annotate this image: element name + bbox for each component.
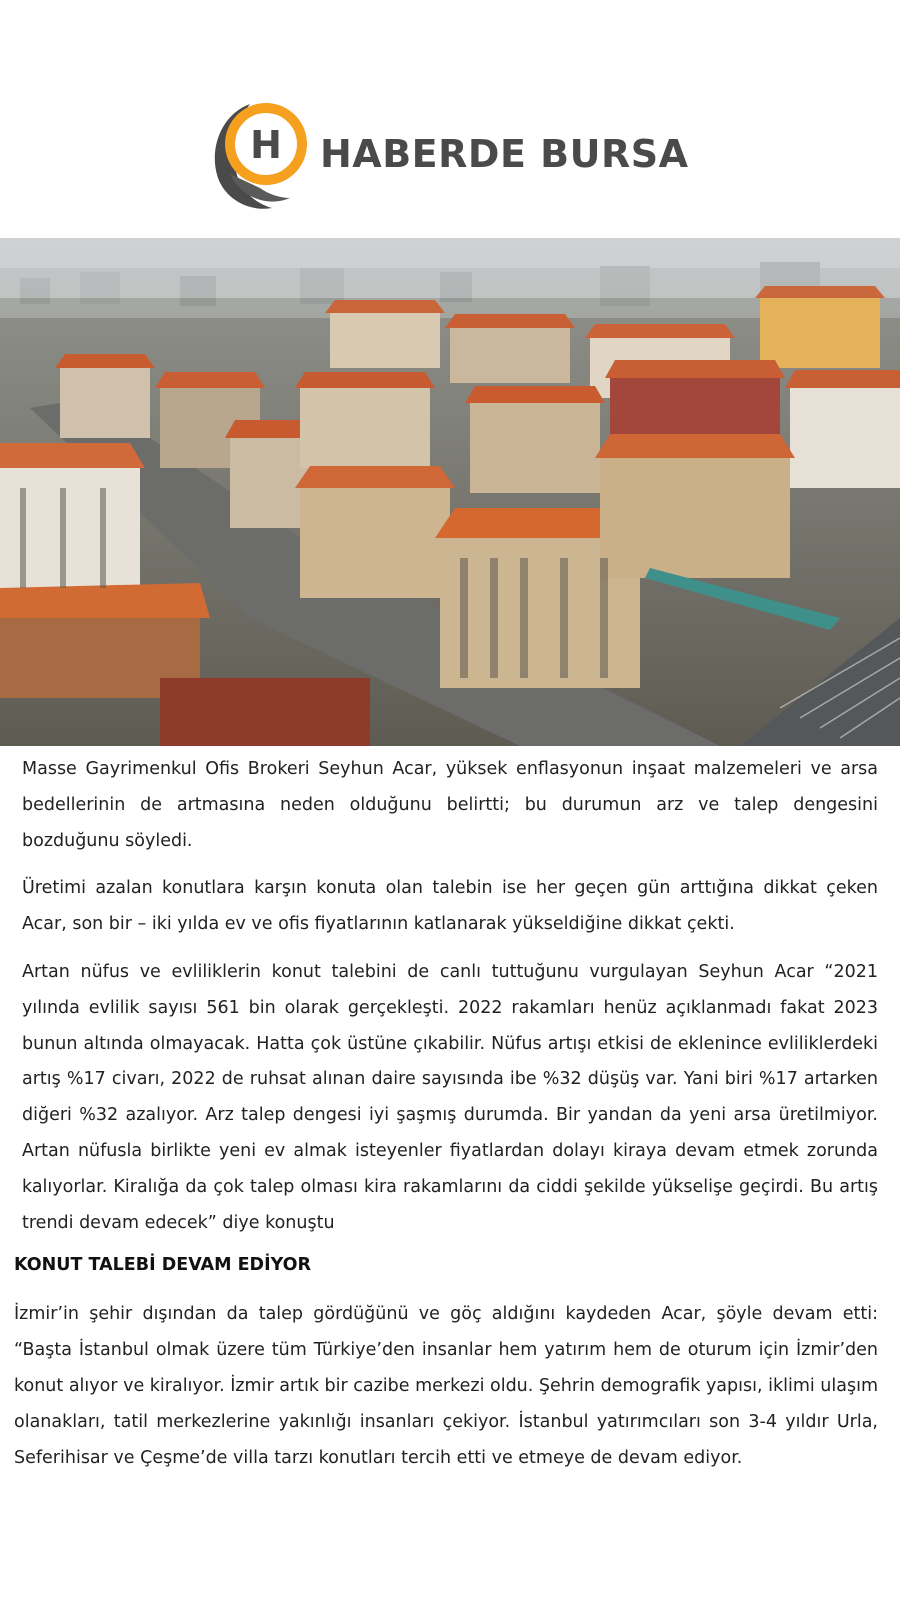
article-body (0, 752, 900, 1476)
site-logo[interactable] (210, 96, 690, 216)
section-heading: KONUT TALEBİ DEVAM EDİYOR (14, 1255, 311, 1276)
logo-mark-icon (210, 96, 320, 214)
site-header (0, 0, 900, 238)
article-paragraph: İzmir’in şehir dışından da talep gördüğünü ve göç aldığını kaydeden Acar, şöyle devam etti: “Başta İstanbul olmak üzere tüm Türkiye’den insanlar hem yatırım hem de oturum için İzmir’den konut alıyor ve kiralıyor. İzmir artık bir cazibe merkezi oldu. Şehrin demografik yapısı, iklimi ulaşım olanakları, tatil merkezlerine yakınlığı insanları çekiyor. İstanbul yatırımcıları son 3-4 yıldır Urla, Seferihisar ve Çeşme’de villa tarzı konutları tercih etti ve etmeye de devam ediyor. (14, 1304, 879, 1468)
aerial-housing-photo (0, 238, 900, 746)
article-paragraph: Artan nüfus ve evliliklerin konut talebini de canlı tuttuğunu vurgulayan Seyhun Acar “2021 yılında evlilik sayısı 561 bin olarak gerçekleşti. 2022 rakamları henüz açıklanmadı fakat 2023 bunun altında olmayacak. Hatta çok üstüne çıkabilir. Nüfus artışı etkisi de eklenince evliliklerdeki artış %17 civarı, 2022 de ruhsat alınan daire sayısında ibe %32 düşüş var. Yani biri %17 artarken diğeri %32 azalıyor. Arz talep dengesi iyi şaşmış durumda. Bir yandan da yeni arsa üretilmiyor. Artan nüfusla birlikte yeni ev almak isteyenler fiyatlardan dolayı kiraya devam etmek zorunda kalıyorlar. Kiralığa da çok talep olması kira rakamlarını da ciddi şekilde yükselişe geçirdi. Bu artış trendi devam edecek” diye konuştu (22, 961, 878, 1233)
article-paragraph: Masse Gayrimenkul Ofis Brokeri Seyhun Acar, yüksek enflasyonun inşaat malzemeleri ve arsa bedellerinin de artmasına neden olduğunu belirtti; bu durumun arz ve talep dengesini bozduğunu söyledi. (22, 759, 878, 851)
article-paragraph: Üretimi azalan konutlara karşın konuta olan talebin ise her geçen gün arttığına dikkat çeken Acar, son bir – iki yılda ev ve ofis fiyatlarının katlanarak yükseldiğine dikkat çekti. (22, 878, 878, 935)
logo-letter: H (250, 123, 282, 167)
article-photo (0, 238, 900, 746)
brand-name: HABERDE BURSA (320, 132, 689, 176)
